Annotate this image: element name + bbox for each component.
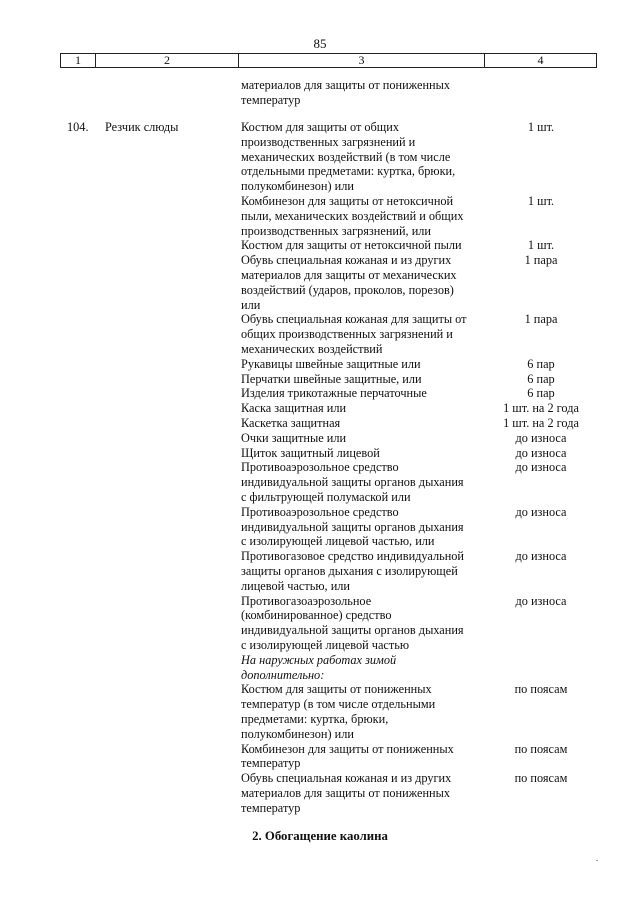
item-line: Костюм для защиты от пониженных bbox=[241, 682, 432, 697]
item-quantity: до износа bbox=[515, 460, 567, 475]
item-line: производственных загрязнений и bbox=[241, 134, 416, 149]
column-header-row bbox=[60, 53, 597, 68]
item-quantity: 6 пар bbox=[527, 371, 555, 386]
item-line: общих производственных загрязнений и bbox=[241, 327, 453, 342]
page-number: 85 bbox=[313, 36, 327, 51]
item-line: Комбинезон для защиты от нетоксичной bbox=[241, 194, 454, 208]
item-quantity: 1 пара bbox=[524, 312, 558, 327]
item-line: Обувь специальная кожаная для защиты от bbox=[241, 312, 467, 327]
column-header-4: 4 bbox=[537, 53, 544, 67]
item-line: индивидуальной защиты органов дыхания bbox=[241, 623, 464, 638]
item-quantity: 6 пар bbox=[527, 356, 555, 371]
continuation-line: температур bbox=[241, 92, 301, 107]
row-number: 104. bbox=[67, 120, 89, 134]
item-quantity: до износа bbox=[515, 504, 567, 519]
item-line: лицевой частью, или bbox=[241, 578, 350, 593]
item-line: Щиток защитный лицевой bbox=[241, 445, 380, 460]
item-quantity: по поясам bbox=[514, 682, 568, 697]
item-quantity: 1 шт. на 2 года bbox=[503, 416, 579, 430]
item-line: Перчатки швейные защитные, или bbox=[241, 371, 422, 386]
item-line: (комбинированное) средство bbox=[241, 608, 392, 623]
item-line: материалов для защиты от пониженных bbox=[241, 786, 451, 800]
item-quantity: 1 пара bbox=[524, 253, 558, 268]
item-quantity: по поясам bbox=[514, 741, 568, 756]
item-line: температур (в том числе отдельными bbox=[241, 697, 436, 712]
item-quantity: 6 пар bbox=[527, 386, 555, 401]
item-quantity: 1 шт. bbox=[527, 120, 555, 134]
item-line: производственных загрязнений, или bbox=[241, 223, 432, 238]
item-quantity: 1 шт. bbox=[527, 238, 555, 253]
item-quantity: до износа bbox=[515, 549, 567, 564]
item-line: Каскетка защитная bbox=[241, 416, 341, 430]
item-line: с изолирующей лицевой частью bbox=[241, 638, 410, 652]
item-quantity: до износа bbox=[515, 445, 567, 460]
item-line: Противоаэрозольное средство bbox=[241, 460, 399, 475]
column-header-3: 3 bbox=[239, 54, 485, 67]
item-line: защиты органов дыхания с изолирующей bbox=[241, 564, 458, 578]
item-line: Рукавицы швейные защитные или bbox=[241, 356, 421, 371]
item-line: Обувь специальная кожаная и из других bbox=[241, 253, 452, 268]
item-line: отдельными предметами: куртка, брюки, bbox=[241, 164, 456, 179]
item-line: Каска защитная или bbox=[241, 401, 347, 416]
item-line: предметами: куртка, брюки, bbox=[241, 712, 389, 726]
item-line: температур bbox=[241, 800, 301, 815]
item-line: Костюм для защиты от общих bbox=[241, 120, 399, 134]
item-line: воздействий (ударов, проколов, порезов) bbox=[241, 282, 454, 297]
item-line: Костюм для защиты от нетоксичной пыли bbox=[241, 238, 462, 253]
item-line: механических воздействий bbox=[241, 342, 383, 356]
item-line: Очки защитные или bbox=[241, 430, 347, 445]
note-line: дополнительно: bbox=[241, 667, 325, 682]
note-line: На наружных работах зимой bbox=[241, 652, 397, 667]
item-line: или bbox=[241, 297, 261, 312]
continuation-line: материалов для защиты от пониженных bbox=[241, 78, 451, 92]
item-line: с изолирующей лицевой частью, или bbox=[241, 534, 435, 549]
item-quantity: до износа bbox=[515, 430, 567, 445]
item-line: механических воздействий (в том числе bbox=[241, 149, 451, 164]
row-occupation: Резчик слюды bbox=[105, 120, 179, 134]
item-line: температур bbox=[241, 756, 301, 771]
item-quantity: 1 шт. на 2 года bbox=[503, 401, 579, 416]
item-line: Изделия трикотажные перчаточные bbox=[241, 386, 427, 401]
item-line: полукомбинезон) или bbox=[241, 179, 354, 194]
scan-speck bbox=[596, 860, 598, 861]
item-quantity: до износа bbox=[515, 593, 567, 608]
item-line: материалов для защиты от механических bbox=[241, 268, 457, 282]
item-line: Противоаэрозольное средство bbox=[241, 504, 399, 519]
item-line: Комбинезон для защиты от пониженных bbox=[241, 741, 454, 756]
item-line: с фильтрующей полумаской или bbox=[241, 490, 411, 504]
item-line: Противогазовое средство индивидуальной bbox=[241, 549, 465, 564]
item-line: индивидуальной защиты органов дыхания bbox=[241, 475, 464, 490]
item-line: полукомбинезон) или bbox=[241, 726, 354, 741]
item-line: Противогазоаэрозольное bbox=[241, 593, 372, 608]
item-quantity: 1 шт. bbox=[527, 194, 555, 208]
column-header-2: 2 bbox=[96, 54, 239, 67]
section-title: 2. Обогащение каолина bbox=[252, 829, 388, 843]
item-line: Обувь специальная кожаная и из других bbox=[241, 771, 452, 786]
item-quantity: по поясам bbox=[514, 771, 568, 786]
item-line: пыли, механических воздействий и общих bbox=[241, 208, 464, 223]
item-line: индивидуальной защиты органов дыхания bbox=[241, 519, 464, 534]
column-header-1: 1 bbox=[61, 54, 96, 67]
